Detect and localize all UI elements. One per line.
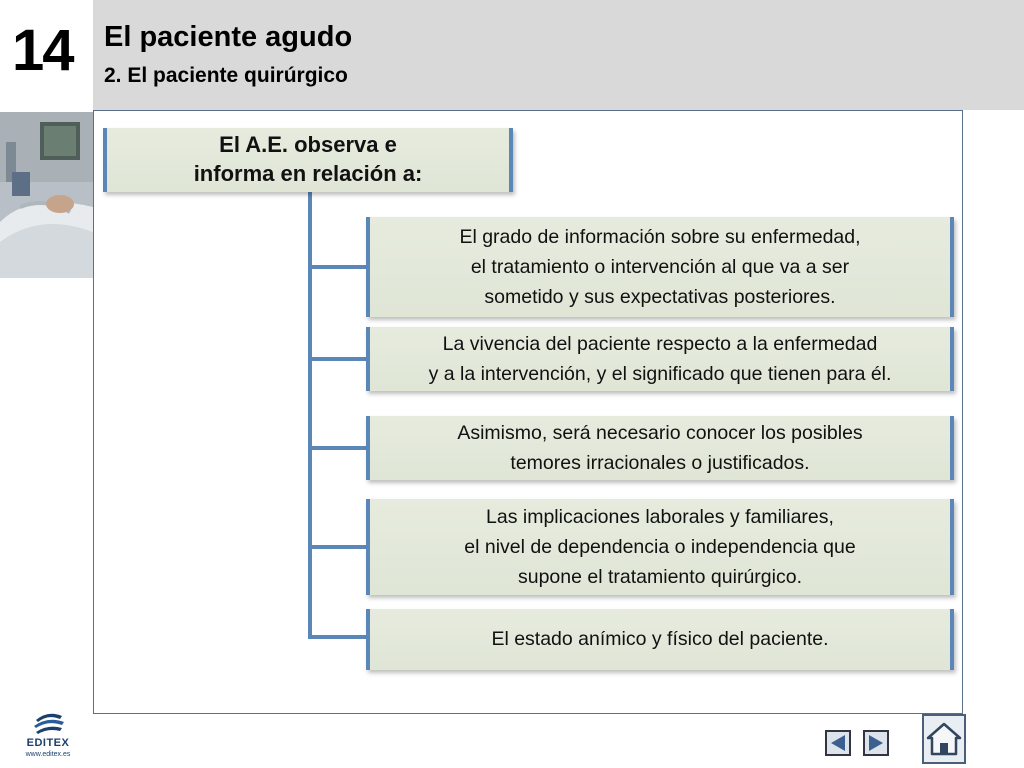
root-box [103, 128, 513, 192]
item-box [366, 327, 954, 391]
item-line: Asimismo, será necesario conocer los posibles [457, 421, 863, 444]
editex-logo-icon [18, 710, 78, 738]
item-line: La vivencia del paciente respecto a la enfermedad [442, 332, 878, 355]
triangle-right-icon [865, 732, 887, 754]
page-title: El paciente agudo [104, 21, 353, 53]
home-button[interactable] [922, 714, 966, 764]
logo-text: EDITEX [26, 737, 70, 749]
root-line: El A.E. observa e [219, 132, 397, 158]
item-line: el tratamiento o intervención al que va a ser [470, 255, 850, 278]
page-subtitle: 2. El paciente quirúrgico [104, 64, 348, 87]
home-icon [924, 716, 964, 762]
triangle-left-icon [827, 732, 849, 754]
item-line: sometido y sus expectativas posteriores. [484, 286, 836, 309]
item-box [366, 217, 954, 317]
logo-url: www.editex.es [25, 751, 71, 758]
item-line: supone el tratamiento quirúrgico. [517, 566, 802, 589]
item-line: el nivel de dependencia o independencia que [464, 535, 856, 558]
item-line: temores irracionales o justificados. [510, 452, 810, 474]
hospital-room-photo [0, 112, 93, 278]
header-band [93, 0, 1024, 110]
item-box [366, 499, 954, 595]
item-box [366, 416, 954, 480]
chapter-number: 14 [12, 18, 73, 83]
next-slide-button[interactable] [863, 730, 889, 756]
item-line: Las implicaciones laborales y familiares, [486, 505, 834, 528]
previous-slide-button[interactable] [825, 730, 851, 756]
item-line: y a la intervención, y el significado que tienen para él. [428, 363, 892, 385]
item-box [366, 609, 954, 670]
root-line: informa en relación a: [193, 161, 423, 186]
item-line: El grado de información sobre su enfermedad, [459, 225, 861, 248]
item-line: El estado anímico y físico del paciente. [491, 628, 829, 651]
